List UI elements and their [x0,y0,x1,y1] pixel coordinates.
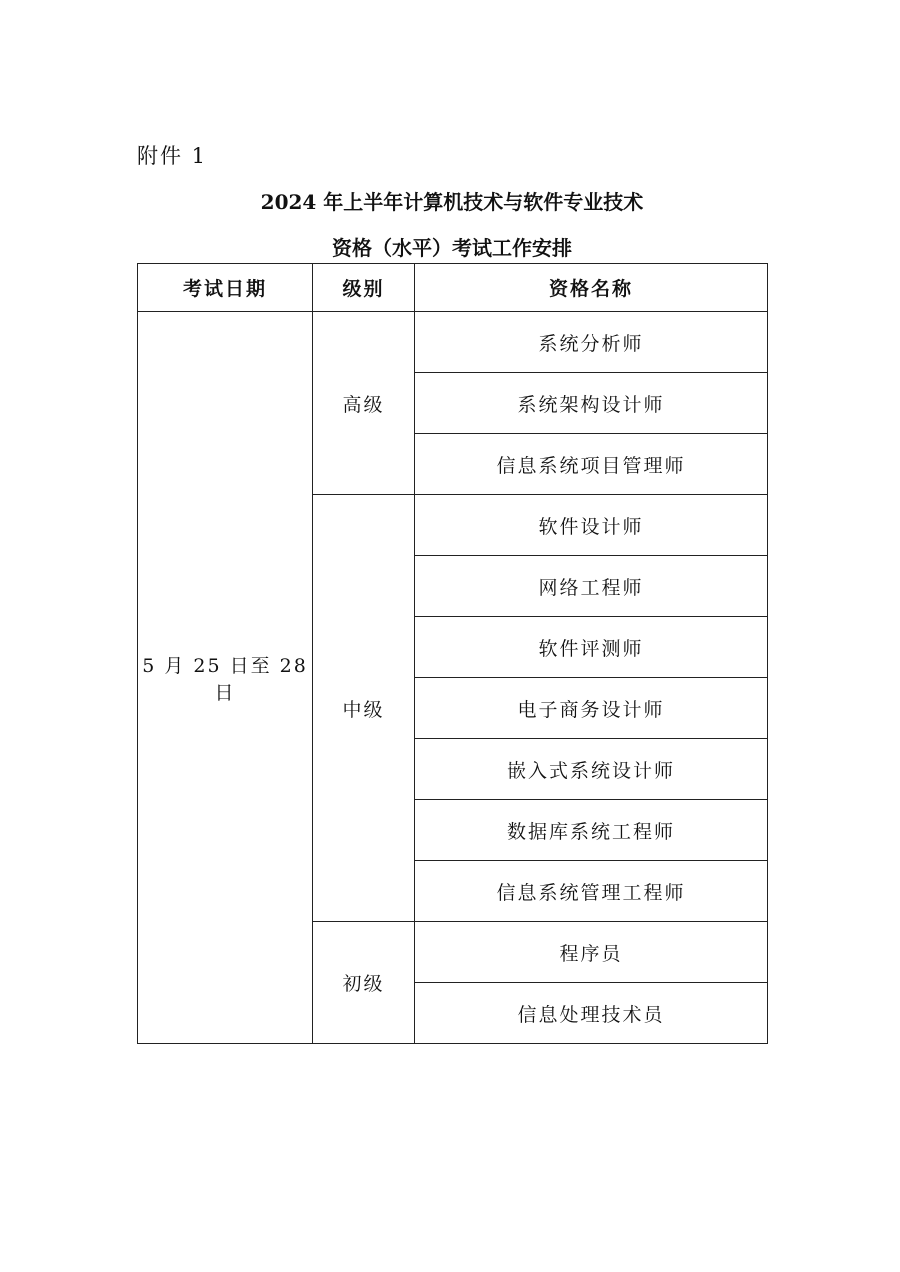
qualification-cell: 信息处理技术员 [415,983,768,1044]
exam-schedule-table [137,263,768,1044]
qualification-cell: 程序员 [415,922,768,983]
document-title-line2: 资格（水平）考试工作安排 [332,236,572,260]
qualification-cell: 网络工程师 [415,556,768,617]
qualification-cell: 电子商务设计师 [415,678,768,739]
header-exam-date: 考试日期 [138,264,313,312]
document-title-line1: 2024 年上半年计算机技术与软件专业技术 [260,190,644,214]
qualification-cell: 系统架构设计师 [415,373,768,434]
header-qualification-name: 资格名称 [415,264,768,312]
qualification-cell: 软件设计师 [415,495,768,556]
qualification-cell: 软件评测师 [415,617,768,678]
qualification-cell: 数据库系统工程师 [415,800,768,861]
level-cell-junior: 初级 [313,922,415,1044]
qualification-cell: 嵌入式系统设计师 [415,739,768,800]
level-cell-senior: 高级 [313,312,415,495]
attachment-label: 附件 1 [137,144,208,168]
header-level: 级别 [313,264,415,312]
qualification-cell: 信息系统项目管理师 [415,434,768,495]
level-cell-intermediate: 中级 [313,495,415,922]
table-header-row [138,264,768,312]
table-row [138,312,768,373]
exam-date-cell: 5 月 25 日至 28 日 [138,312,313,1044]
qualification-cell: 系统分析师 [415,312,768,373]
qualification-cell: 信息系统管理工程师 [415,861,768,922]
